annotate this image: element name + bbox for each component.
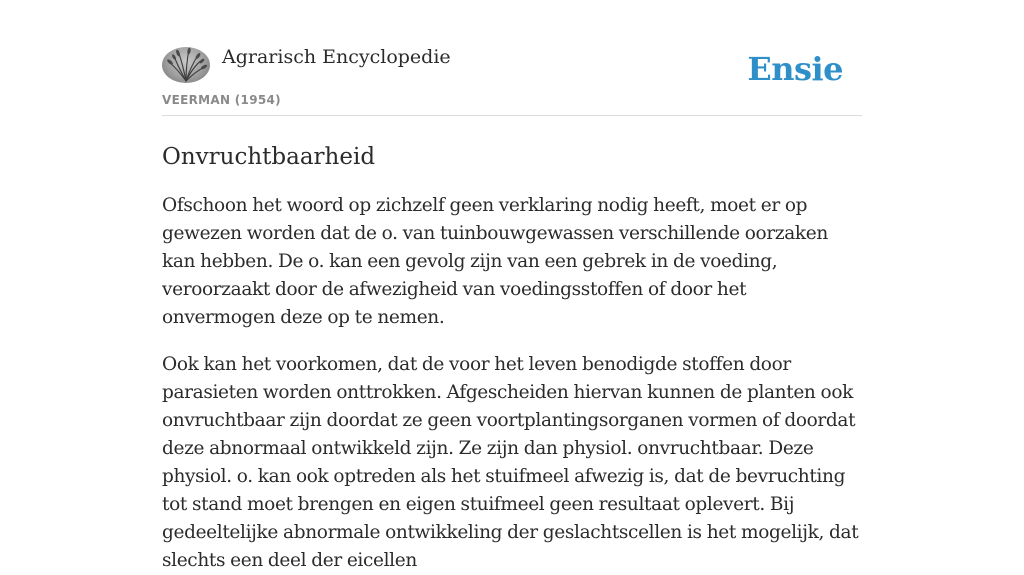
encyclopedia-logo-icon[interactable] bbox=[162, 47, 210, 83]
article-title: Onvruchtbaarheid bbox=[162, 144, 376, 170]
edition-label: VEERMAN (1954) bbox=[162, 93, 281, 107]
article-paragraph: Ook kan het voorkomen, dat de voor het leven benodigde stoffen door parasieten worden onttrokken. Afgescheiden hiervan kunnen de planten ook onvruchtbaar zijn doordat ze geen voortplantingsorganen vormen of doordat deze abnormaal ontwikkeld zijn. Ze zijn dan physiol. onvruchtbaar. Deze physiol. o. kan ook optreden als het stuifmeel afwezig is, dat de bevruchting tot stand moet brengen en eigen stuifmeel geen resultaat oplevert. Bij gedeeltelijke abnormale ontwikkeling der geslachtscellen is het mogelijk, dat slechts een deel der eicellen bbox=[162, 354, 859, 571]
page bbox=[162, 0, 862, 571]
brand-logo-link[interactable]: Ensie bbox=[747, 50, 843, 88]
article-paragraph: Ofschoon het woord op zichzelf geen verklaring nodig heeft, moet er op gewezen worden dat de o. van tuinbouwgewassen verschillende oorzaken kan hebben. De o. kan een gevolg zijn van een gebrek in de voeding, veroorzaakt door de afwezigheid van voedingsstoffen of door het onvermogen deze op te nemen. bbox=[162, 195, 828, 328]
header bbox=[162, 0, 862, 116]
encyclopedia-title[interactable]: Agrarisch Encyclopedie bbox=[222, 46, 451, 68]
